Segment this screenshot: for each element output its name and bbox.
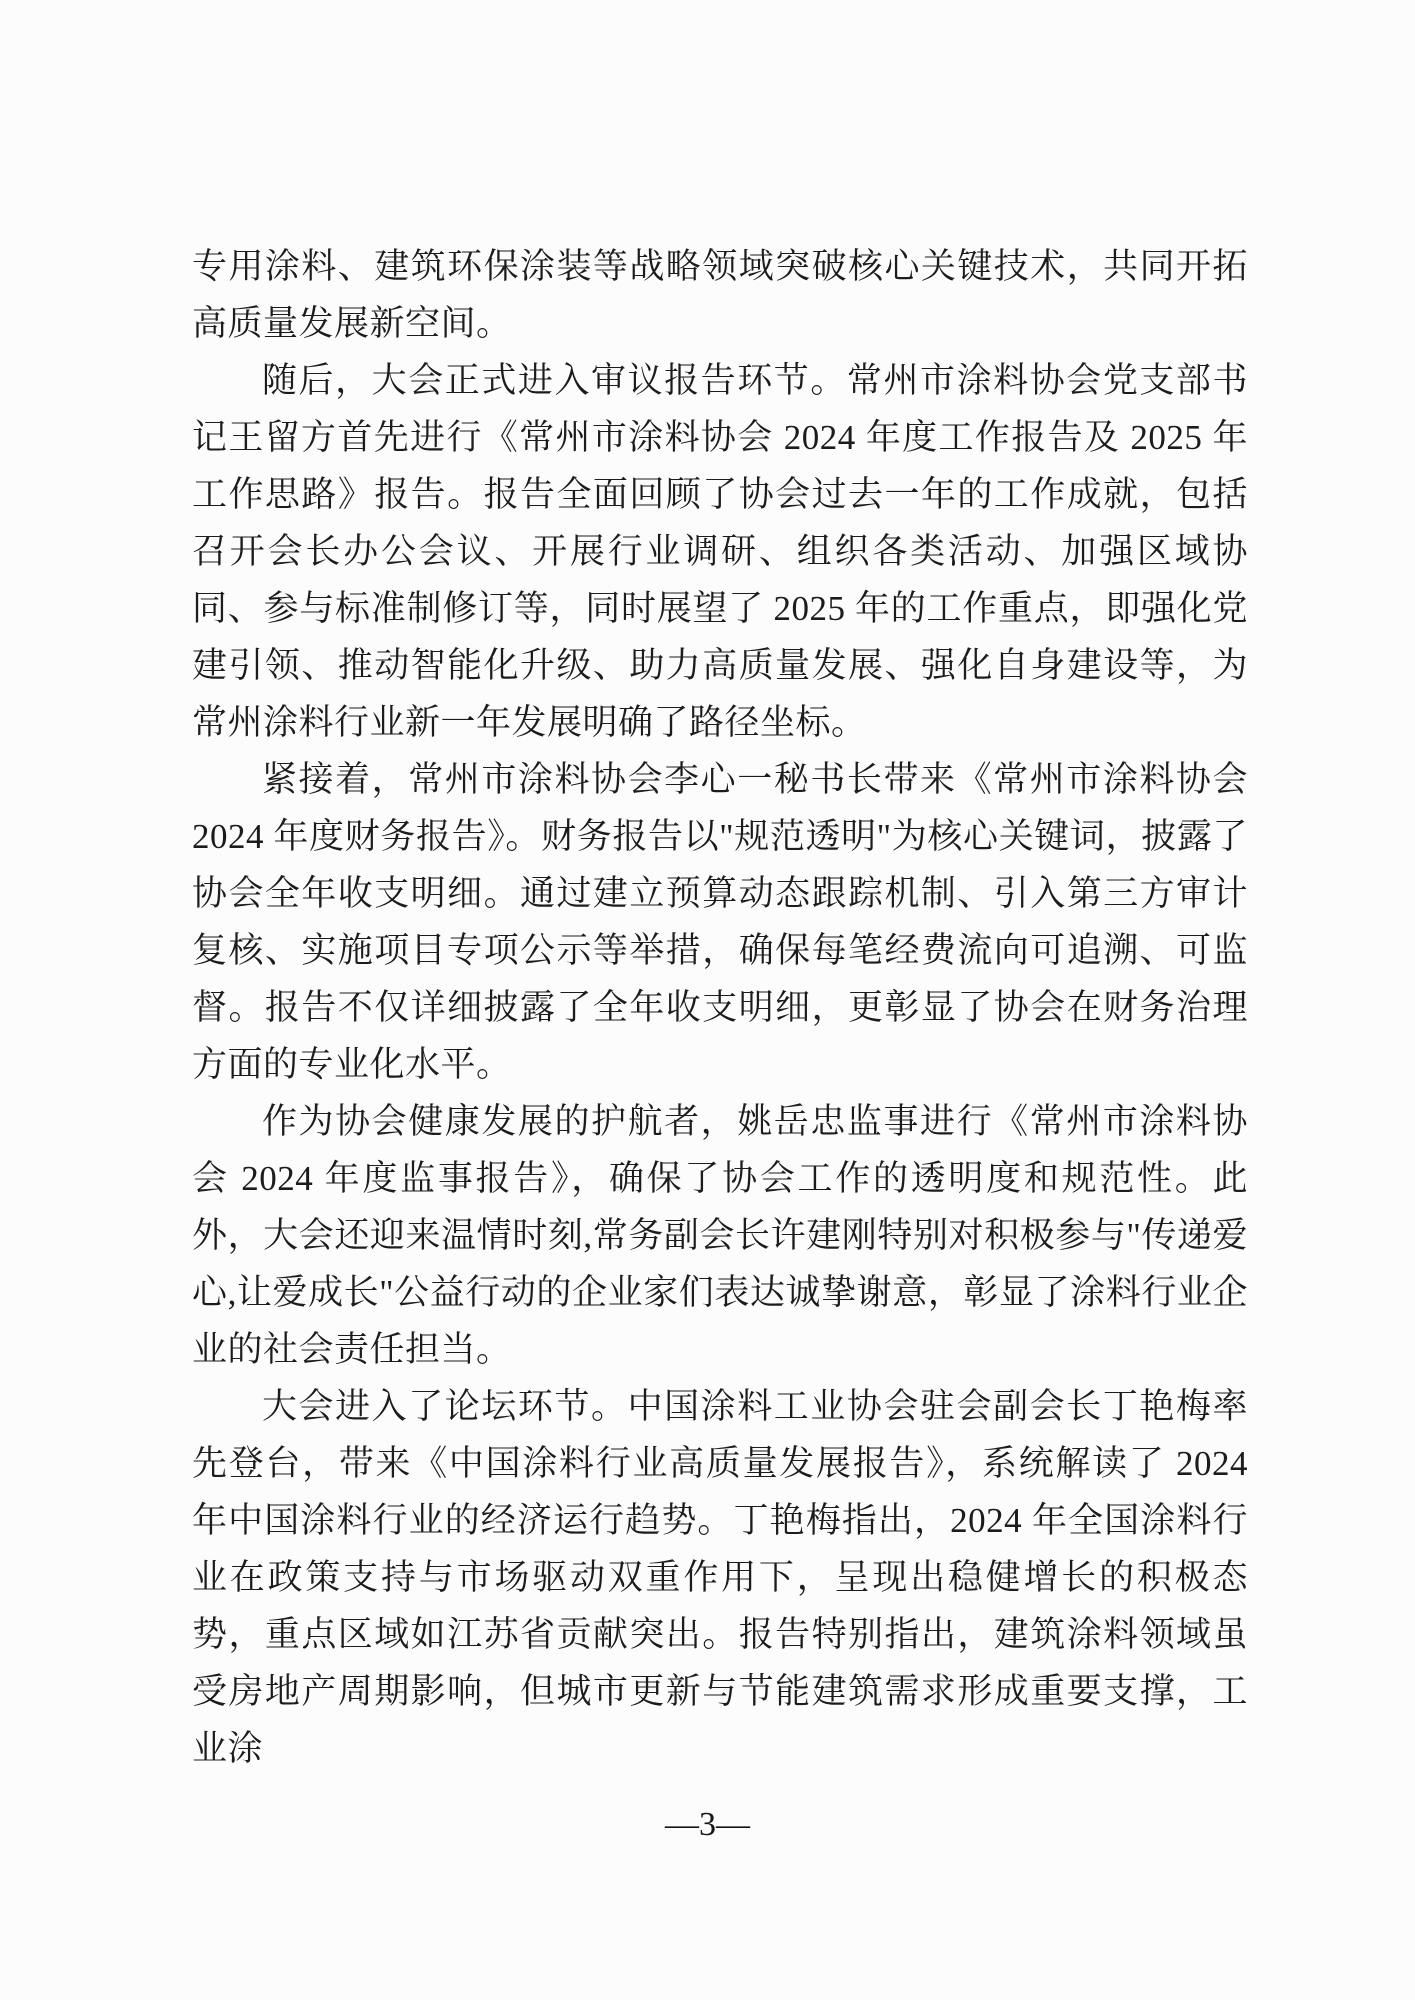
paragraph-supervisor-report: 作为协会健康发展的护航者，姚岳忠监事进行《常州市涂料协会 2024 年度监事报告》，确保了协会工作的透明度和规范性。此外，大会还迎来温情时刻,常务副会长许建刚特别对积极参与"传递爱心,让爱成长"公益行动的企业家们表达诚挚谢意，彰显了涂料行业企业的社会责任担当。 [192,1102,1248,1369]
paragraph-work-report: 随后，大会正式进入审议报告环节。常州市涂料协会党支部书记王留方首先进行《常州市涂料协会 2024 年度工作报告及 2025 年工作思路》报告。报告全面回顾了协会过去一年的工作成就，包括召开会长办公会议、开展行业调研、组织各类活动、加强区域协同、参与标准制修订等，同时展望了 2025 年的工作重点，即强化党建引领、推动智能化升级、助力高质量发展、强化自身建设等，为常州涂料行业新一年发展明确了路径坐标。 [192,361,1248,742]
document-body-text [192,238,1248,1777]
page-number: —3— [665,1806,750,1843]
paragraph-forum-session: 大会进入了论坛环节。中国涂料工业协会驻会副会长丁艳梅率先登台，带来《中国涂料行业高质量发展报告》，系统解读了 2024 年中国涂料行业的经济运行趋势。丁艳梅指出，2024 年全国涂料行业在政策支持与市场驱动双重作用下，呈现出稳健增长的积极态势，重点区域如江苏省贡献突出。报告特别指出，建筑涂料领域虽受房地产周期影响，但城市更新与节能建筑需求形成重要支撑，工业涂 [192,1387,1248,1768]
paragraph-finance-report: 紧接着，常州市涂料协会李心一秘书长带来《常州市涂料协会 2024 年度财务报告》。财务报告以"规范透明"为核心关键词，披露了协会全年收支明细。通过建立预算动态跟踪机制、引入第三方审计复核、实施项目专项公示等举措，确保每笔经费流向可追溯、可监督。报告不仅详细披露了全年收支明细，更彰显了协会在财务治理方面的专业化水平。 [192,760,1248,1084]
paragraph-continuation: 专用涂料、建筑环保涂装等战略领域突破核心关键技术，共同开拓高质量发展新空间。 [192,247,1248,343]
